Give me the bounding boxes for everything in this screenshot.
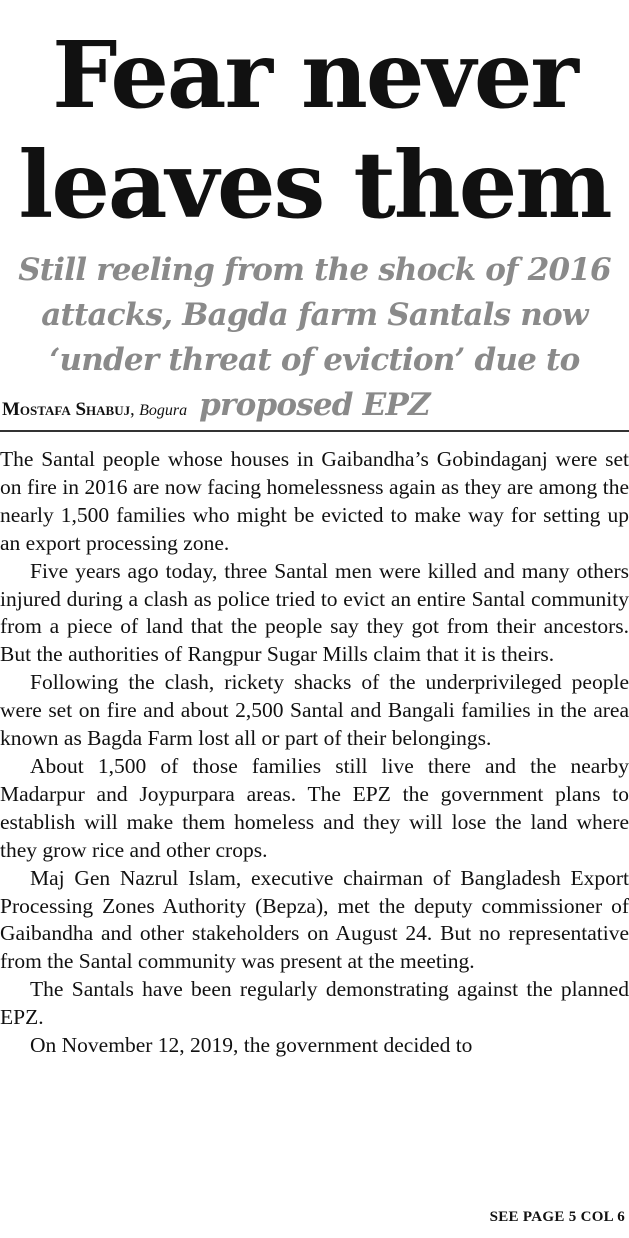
article-paragraph: Maj Gen Nazrul Islam, executive chairman of Bangladesh Export Processing Zones Authority (Bepza), met the deputy commissioner of Gaibandha and other stakeholders on August 24. But no representative from the Santal community was present at the meeting. <box>0 865 629 974</box>
continued-jump-line: SEE PAGE 5 COL 6 <box>489 1209 625 1225</box>
article-body <box>0 446 629 1060</box>
byline-author: Mostafa Shabuj <box>2 399 131 420</box>
headline <box>0 20 629 240</box>
article-paragraph: Five years ago today, three Santal men were killed and many others injured during a clash as police tried to evict an entire Santal community from a piece of land that the people say they got from their ancestors. But the authorities of Rangpur Sugar Mills claim that it is theirs. <box>0 558 629 667</box>
byline-divider <box>0 430 629 432</box>
byline-location: Bogura <box>139 402 188 419</box>
byline-separator: , <box>130 399 140 419</box>
subheadline-deck: Still reeling from the shock of 2016 attacks, Bagda farm Santals now ‘under threat of eviction’ due to proposed EPZ <box>18 252 611 423</box>
article-paragraph: The Santals have been regularly demonstrating against the planned EPZ. <box>0 977 629 1030</box>
byline <box>2 397 629 423</box>
article-paragraph: The Santal people whose houses in Gaibandha’s Gobindaganj were set on fire in 2016 are now facing homelessness again as they are among the nearly 1,500 families who might be evicted to make way for setting up an export processing zone. <box>0 447 629 555</box>
article-paragraph: On November 12, 2019, the government decided to <box>30 1033 473 1058</box>
article-paragraph: About 1,500 of those families still live there and the nearby Madarpur and Joypurpara areas. The EPZ the government plans to establish will make them homeless and they will lose the land where they grow rice and other crops. <box>0 753 629 862</box>
headline-line-1: Fear never <box>52 21 577 129</box>
headline-line-2: leaves them <box>18 131 611 239</box>
article-paragraph: Following the clash, rickety shacks of the underprivileged people were set on fire and about 2,500 Santal and Bangali families in the area known as Bagda Farm lost all or part of their belongings. <box>0 670 629 751</box>
